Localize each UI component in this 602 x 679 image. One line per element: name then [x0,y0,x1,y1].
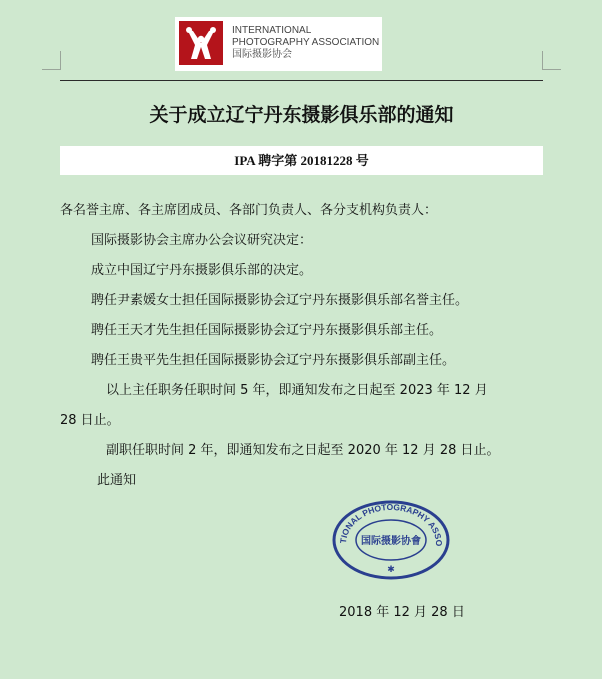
logo-line-1: INTERNATIONAL [232,25,312,36]
page-corner-mark-left [42,51,61,70]
body-line: 副职任职时间 2 年，即通知发布之日起至 2020 年 12 月 28 日止。 [106,443,500,458]
header-rule [60,80,543,81]
body-line: 聘任王天才先生担任国际摄影协会辽宁丹东摄影俱乐部主任。 [91,323,443,338]
seal-center-text: 国际摄影协會 [361,536,421,547]
logo-emblem-icon [179,21,223,65]
body-line: 成立中国辽宁丹东摄影俱乐部的决定。 [91,263,313,278]
document-date: 2018 年 12 月 28 日 [339,605,465,620]
association-logo [175,17,382,71]
logo-text [232,25,379,61]
logo-line-2: PHOTOGRAPHY ASSOCIATION [232,37,380,48]
document-title: 关于成立辽宁丹东摄影俱乐部的通知 [149,104,454,126]
body-line: 聘任尹素媛女士担任国际摄影协会辽宁丹东摄影俱乐部名誉主任。 [91,293,469,308]
seal-star-icon: ✱ [387,565,395,575]
seal-arc-text: TIONAL PHOTOGRAPHY ASSO [337,501,445,547]
body-line: 国际摄影协会主席办公会议研究决定： [91,233,313,248]
body-line: 以上主任职务任职时间 5 年，即通知发布之日起至 2023 年 12 月 [106,383,488,398]
closing-line: 此通知 [97,473,137,488]
salutation: 各名誉主席、各主席团成员、各部门负责人、各分支机构负责人： [60,203,438,218]
body-line: 28 日止。 [60,413,120,428]
logo-line-3: 国际摄影协会 [232,49,292,60]
doc-number: IPA 聘字第 20181228 号 [234,153,369,168]
doc-number-bar [60,146,543,175]
body-line: 聘任王贵平先生担任国际摄影协会辽宁丹东摄影俱乐部副主任。 [91,353,456,368]
official-seal [332,500,450,580]
page-corner-mark-right [542,51,561,70]
